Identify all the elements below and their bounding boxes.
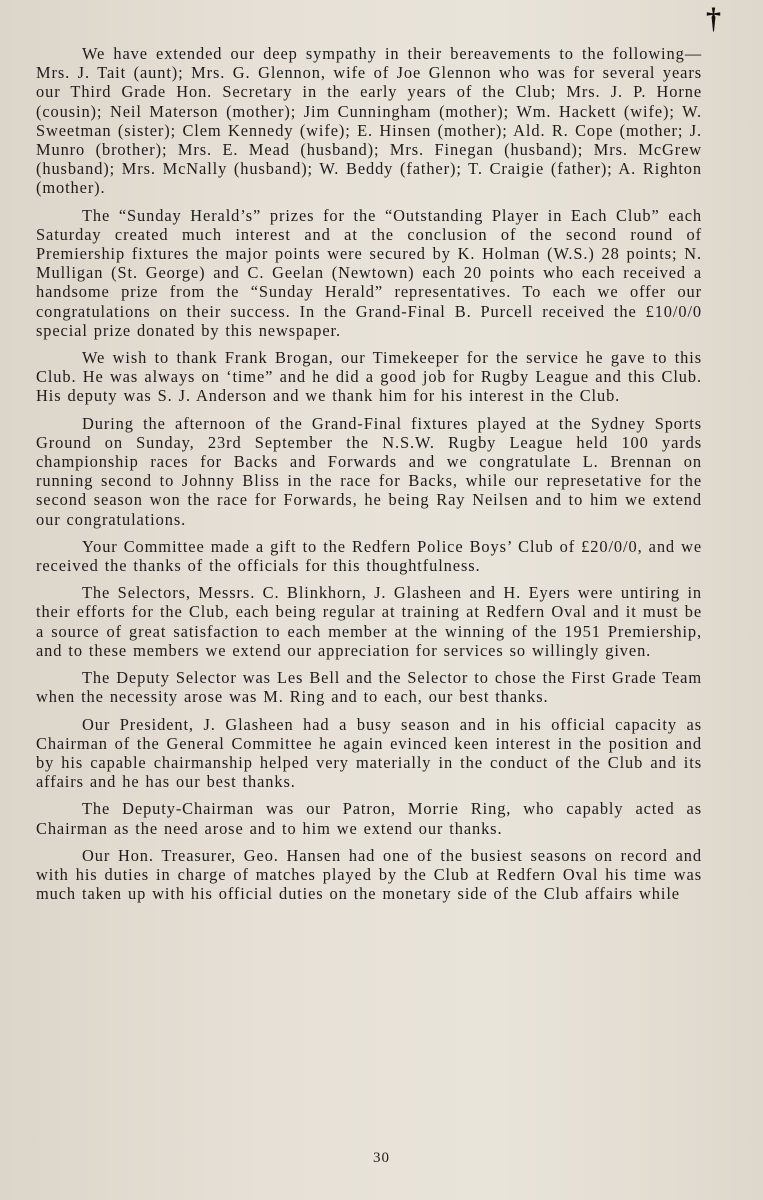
paragraph-president: Our President, J. Glasheen had a busy season and in his official capacity as Chairman of the General Committee he again evinced keen interest in the position and by his capable chairmanship helped very materially in the conduct of the Club and its affairs and he has our best thanks. [36, 714, 702, 792]
body-text [36, 44, 702, 911]
paragraph-grand-final-races: During the afternoon of the Grand-Final fixtures played at the Sydney Sports Ground on Sunday, 23rd September the N.S.W. Rugby League held 100 yards championship races for Backs and Forwards and we congratulate L. Brennan on running second to Johnny Bliss in the race for Backs, while our represetative for the second season won the race for Forwards, he being Ray Neilsen and to him we extend our congratulations. [36, 413, 702, 529]
paragraph-selectors: The Selectors, Messrs. C. Blinkhorn, J. Glasheen and H. Eyers were untiring in their efforts for the Club, each being regular at training at Redfern Oval and it must be a source of great satisfaction to each member at the winning of the 1951 Premiership, and to these members we extend our appreciation for services so willingly given. [36, 583, 702, 660]
page-number: 30 [373, 1150, 390, 1166]
paragraph-deputy-chairman: The Deputy-Chairman was our Patron, Morrie Ring, who capably acted as Chairman as the need arose and to him we extend our thanks. [36, 799, 702, 838]
paragraph-sunday-herald-prizes: The “Sunday Herald’s” prizes for the “Outstanding Player in Each Club” each Saturday created much interest and at the conclusion of the second round of Premiership fixtures the major points were secured by K. Holman (W.S.) 28 points; N. Mulligan (St. George) and C. Geelan (Newtown) each 20 points who each received a handsome prize from the “Sunday Herald” representatives. To each we offer our congratulations on their success. In the Grand-Final B. Purcell received the £10/0/0 special prize donated by this newspaper. [36, 205, 702, 340]
paragraph-police-boys-club: Your Committee made a gift to the Redfern Police Boys’ Club of £20/0/0, and we received the thanks of the officials for this thoughtfulness. [36, 536, 702, 576]
paragraph-timekeeper: We wish to thank Frank Brogan, our Timekeeper for the service he gave to this Club. He was always on ‘time” and he did a good job for Rugby League and this Club. His deputy was S. J. Anderson and we thank him for his interest in the Club. [36, 348, 702, 406]
corner-mark: † [706, 2, 721, 35]
paragraph-sympathy: We have extended our deep sympathy in their bereavements to the following—Mrs. J. Tait (aunt); Mrs. G. Glennon, wife of Joe Glennon who was for several years our Third Grade Hon. Secretary in the early years of the Club; Mrs. J. P. Horne (cousin); Neil Materson (mother); Jim Cunningham (mother); Wm. Hackett (wife); W. Sweetman (sister); Clem Kennedy (wife); E. Hinsen (mother); Ald. R. Cope (mother; J. Munro (brother); Mrs. E. Mead (husband); Mrs. Finegan (husband); Mrs. McGrew (husband); Mrs. McNally (husband); W. Beddy (father); T. Craigie (father); A. Righton (mother). [36, 44, 702, 198]
paragraph-deputy-selector: The Deputy Selector was Les Bell and the Selector to chose the First Grade Team when the necessity arose was M. Ring and to each, our best thanks. [36, 668, 702, 707]
paragraph-treasurer: Our Hon. Treasurer, Geo. Hansen had one of the busiest seasons on record and with his duties in charge of matches played by the Club at Redfern Oval his time was much taken up with his official duties on the monetary side of the Club affairs while [36, 845, 702, 904]
